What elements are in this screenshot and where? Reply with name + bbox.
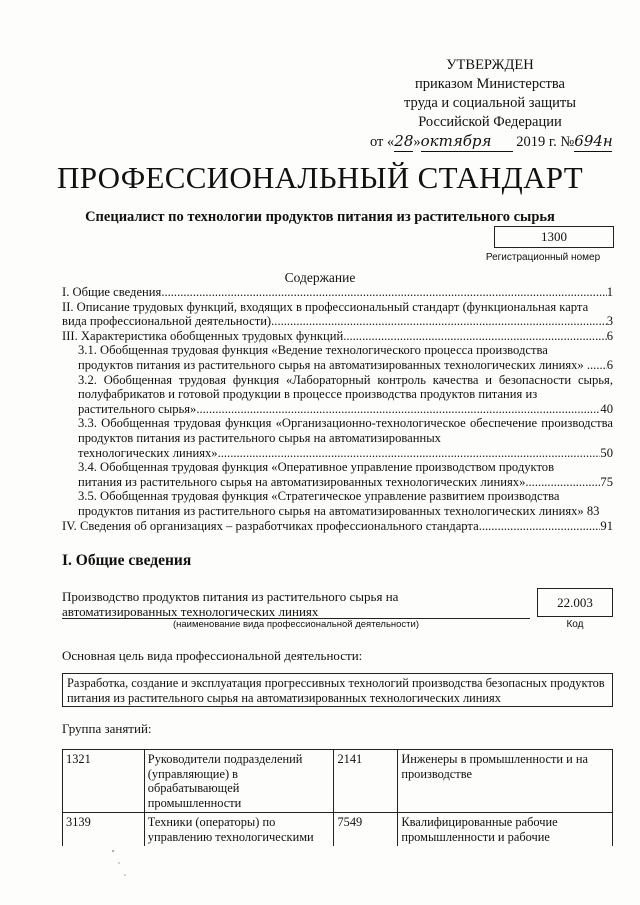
approval-heading: УТВЕРЖДЕН [446, 57, 534, 73]
goal-label: Основная цель вида профессиональной деятельности: [62, 648, 363, 663]
table-of-contents [62, 285, 613, 533]
activity-code-box: 22.003 [537, 588, 613, 617]
goal-box: Разработка, создание и эксплуатация прогрессивных технологий производства безопасных продуктов питания из растительного сырья на автоматизированных технологических линиях [62, 673, 613, 707]
handwritten-day: 28 [394, 132, 414, 150]
toc-item[interactable]: 3.3. Обобщенная трудовая функция «Организационно-технологическое обеспечение производства продуктов питания из растительного сырья на автоматизированных технологических линиях» ..... 50 [62, 416, 613, 460]
toc-item[interactable]: 3.2. Обобщенная трудовая функция «Лабораторный контроль качества и безопасности сырья, полуфабрикатов и готовой продукции в процессе производства продуктов питания из растительного сырья» ..... 40 [62, 373, 613, 417]
document-title: ПРОФЕССИОНАЛЬНЫЙ СТАНДАРТ [57, 160, 583, 195]
activity-name: Производство продуктов питания из растительного сырья на автоматизированных технологических линиях [62, 589, 399, 619]
table-row [63, 750, 613, 813]
approval-line: Российской Федерации [418, 114, 562, 130]
registration-number-label: Регистрационный номер [485, 252, 601, 263]
handwritten-month: октября [421, 132, 513, 152]
approval-date-line: от «28»октября 2019 г. №694н [370, 132, 613, 150]
section-heading: I. Общие сведения [62, 552, 192, 569]
document-subtitle: Специалист по технологии продуктов питания из растительного сырья [85, 209, 555, 225]
toc-item[interactable]: 3.5. Обобщенная трудовая функция «Стратегическое управление развитием производства продуктов питания из растительного сырья на автоматизированных технологических линиях» 83 [78, 489, 600, 518]
table-cell: Руководители подразделений (управляющие) в обрабатывающей промышленности [144, 750, 334, 813]
table-cell: 1321 [63, 750, 145, 813]
registration-number-box: 1300 [494, 226, 614, 248]
occupation-group-label: Группа занятий: [62, 721, 152, 736]
approval-line: приказом Министерства [415, 76, 565, 92]
table-cell: Квалифицированные рабочие промышленности и рабочие [398, 813, 613, 847]
activity-caption: (наименование вида профессиональной деятельности) [172, 619, 420, 630]
toc-item[interactable]: 3.4. Обобщенная трудовая функция «Оперативное управление производством продуктов питания из растительного сырья на автоматизированных технологических линиях» ..... 75 [62, 460, 613, 489]
activity-code-label: Код [566, 619, 584, 630]
table-cell: 3139 [63, 813, 145, 847]
toc-item[interactable]: IV. Сведения об организациях – разработчиках профессионального стандарта ..... 91 [62, 519, 613, 534]
toc-item[interactable]: III. Характеристика обобщенных трудовых функций ..... 6 [62, 329, 613, 344]
table-cell: Инженеры в промышленности и на производстве [398, 750, 613, 813]
table-row [63, 813, 613, 847]
toc-item[interactable]: I. Общие сведения ..... 1 [62, 285, 613, 300]
handwritten-order-number: 694н [574, 132, 613, 150]
toc-item[interactable]: 3.1. Обобщенная трудовая функция «Ведение технологического процесса производства продуктов питания из растительного сырья на автоматизированных технологических линиях» .. ..... 6 [62, 343, 613, 372]
approval-line: труда и социальной защиты [404, 95, 576, 111]
occupation-group-table [62, 749, 613, 846]
table-cell: 7549 [334, 813, 398, 847]
scan-specks [105, 845, 145, 885]
toc-heading: Содержание [284, 270, 356, 285]
toc-item[interactable]: II. Описание трудовых функций, входящих в профессиональный стандарт (функциональная карта вида профессиональной деятельности) ..... 3 [62, 300, 613, 329]
approval-block [360, 56, 620, 150]
table-cell: Техники (операторы) по управлению технологическими [144, 813, 334, 847]
table-cell: 2141 [334, 750, 398, 813]
